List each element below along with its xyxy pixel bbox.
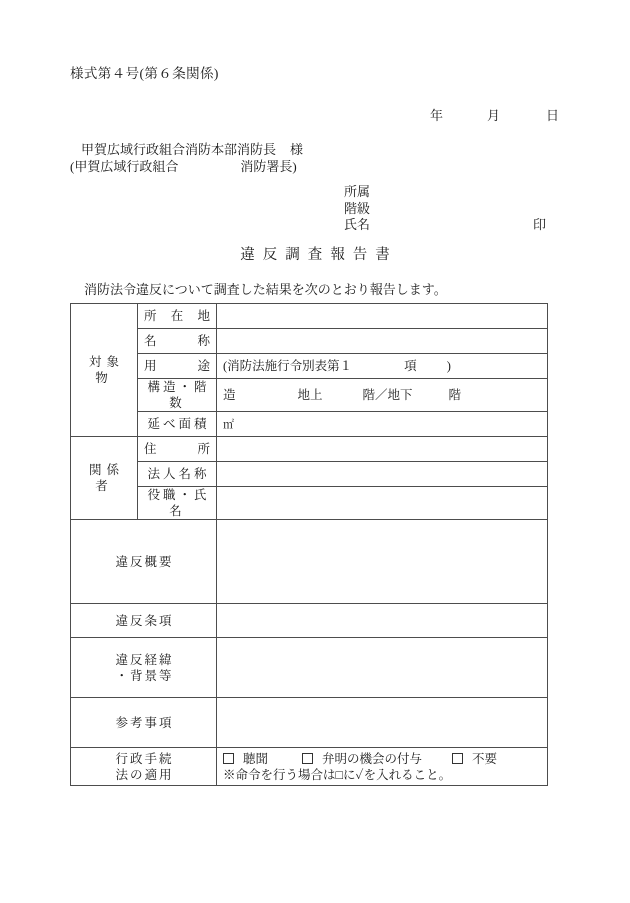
table-row xyxy=(71,487,548,520)
option-label-not-required: 不要 xyxy=(472,751,498,766)
addressee-secondary-close: 消防署長) xyxy=(240,159,297,174)
signer-name-label: 氏名 xyxy=(344,217,371,232)
violation-background-label-line1: 違反経緯 xyxy=(115,652,174,667)
field-violation-clause-value[interactable] xyxy=(217,604,548,638)
usage-ordinance-text: (消防法施行令別表第１ xyxy=(223,359,353,373)
row-label-related-party: 関係者 xyxy=(71,437,138,520)
table-row xyxy=(71,638,548,698)
row-label-structure: 構造・階数 xyxy=(138,379,217,412)
table-row xyxy=(71,329,548,354)
admin-label-line1: 行政手続 xyxy=(115,751,174,766)
field-admin-procedure-options xyxy=(217,748,548,786)
date-day-label: 日 xyxy=(546,108,560,123)
addressee-secondary-open: (甲賀広域行政組合 xyxy=(70,159,179,174)
field-violation-background-value[interactable] xyxy=(217,638,548,698)
row-label-admin-procedure-act xyxy=(71,748,217,786)
field-corporation-name-value[interactable] xyxy=(217,462,548,487)
date-month-label: 月 xyxy=(487,108,501,123)
row-label-corporation-name: 法人名称 xyxy=(138,462,217,487)
field-structure-value[interactable] xyxy=(217,379,548,412)
field-usage-value[interactable] xyxy=(217,354,548,379)
table-row xyxy=(71,304,548,329)
row-label-violation-summary: 違反概要 xyxy=(71,520,217,604)
field-related-address-value[interactable] xyxy=(217,437,548,462)
addressee-primary: 甲賀広域行政組合消防本部消防長 xyxy=(81,142,277,157)
intro-sentence: 消防法令違反について調査した結果を次のとおり報告します。 xyxy=(84,282,447,297)
table-row xyxy=(71,354,548,379)
form-number: 様式第４号(第６条関係) xyxy=(70,66,219,81)
field-title-and-name-value[interactable] xyxy=(217,487,548,520)
row-label-area: 延べ面積 xyxy=(138,412,217,437)
field-location-value[interactable] xyxy=(217,304,548,329)
option-label-explanation-opportunity: 弁明の機会の付与 xyxy=(322,751,423,766)
addressee-block xyxy=(70,141,303,175)
checkbox-hearing[interactable] xyxy=(223,753,234,764)
report-table xyxy=(70,303,548,786)
row-label-violation-clause: 違反条項 xyxy=(71,604,217,638)
usage-term-label: 項 xyxy=(404,359,417,373)
table-row xyxy=(71,379,548,412)
field-violation-summary-value[interactable] xyxy=(217,520,548,604)
structure-floors-label: 階／地下 xyxy=(362,388,413,402)
signer-block xyxy=(344,184,546,234)
violation-background-label-line2: ・背景等 xyxy=(115,668,174,683)
row-label-violation-background xyxy=(71,638,217,698)
structure-zou-label: 造 xyxy=(223,388,236,402)
structure-above-label: 地上 xyxy=(297,388,323,402)
admin-procedure-note: ※命令を行う場合は□に✓を入れること。 xyxy=(223,767,452,782)
row-label-related-address: 住 所 xyxy=(138,437,217,462)
table-row xyxy=(71,520,548,604)
row-label-name: 名 称 xyxy=(138,329,217,354)
area-unit-label: ㎡ xyxy=(223,418,234,431)
checkbox-explanation-opportunity[interactable] xyxy=(302,753,313,764)
option-label-hearing: 聴聞 xyxy=(243,751,269,766)
table-row xyxy=(71,604,548,638)
signer-affiliation-label: 所属 xyxy=(344,184,371,199)
table-row xyxy=(71,412,548,437)
table-row xyxy=(71,748,548,786)
date-year-label: 年 xyxy=(430,108,444,123)
table-row xyxy=(71,437,548,462)
field-reference-items-value[interactable] xyxy=(217,698,548,748)
table-row xyxy=(71,462,548,487)
usage-close-paren: ) xyxy=(446,359,451,373)
row-label-usage: 用 途 xyxy=(138,354,217,379)
row-label-reference-items: 参考事項 xyxy=(71,698,217,748)
field-area-value[interactable] xyxy=(217,412,548,437)
document-title: 違反調査報告書 xyxy=(240,247,398,263)
checkbox-not-required[interactable] xyxy=(452,753,463,764)
admin-label-line2: 法の適用 xyxy=(115,767,174,782)
date-line xyxy=(430,105,559,124)
addressee-honorific: 様 xyxy=(290,142,304,157)
table-row xyxy=(71,698,548,748)
field-name-value[interactable] xyxy=(217,329,548,354)
row-label-target: 対象物 xyxy=(71,304,138,437)
signer-rank-label: 階級 xyxy=(344,200,371,216)
row-label-location: 所 在 地 xyxy=(138,304,217,329)
structure-below-label: 階 xyxy=(448,388,462,402)
seal-mark: 印 xyxy=(533,217,547,232)
row-label-title-and-name: 役職・氏名 xyxy=(138,487,217,520)
